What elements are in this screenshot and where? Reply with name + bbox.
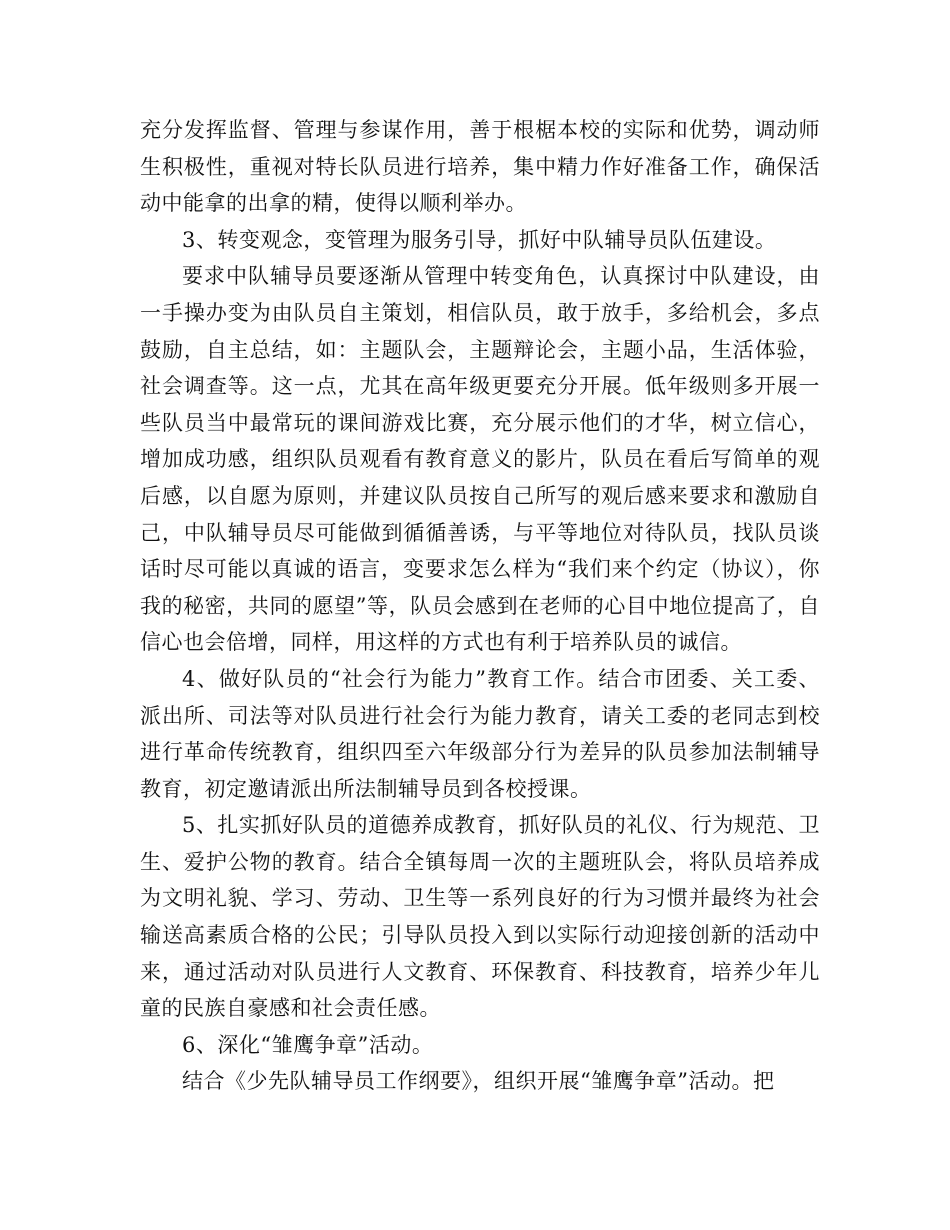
paragraph-5: 5、扎实抓好队员的道德养成教育，抓好队员的礼仪、行为规范、卫生、爱护公物的教育。结合全镇每周一次的主题班队会，将队员培养成为文明礼貌、学习、劳动、卫生等一系列良好的行为习惯并最终为社会输送高素质合格的公民；引导队员投入到以实际行动迎接创新的活动中来，通过活动对队员进行人文教育、环保教育、科技教育，培养少年儿童的民族自豪感和社会责任感。 <box>140 813 820 1021</box>
document-body <box>140 112 820 1100</box>
paragraph-2-heading: 3、转变观念，变管理为服务引导，抓好中队辅导员队伍建设。 <box>182 227 777 252</box>
paragraph-1: 充分发挥监督、管理与参谋作用，善于根椐本校的实际和优势，调动师生积极性，重视对特长队员进行培养，集中精力作好准备工作，确保活动中能拿的出拿的精，使得以顺利举办。 <box>140 118 820 216</box>
paragraph-3: 要求中队辅导员要逐渐从管理中转变角色，认真探讨中队建设，由一手操办变为由队员自主策划，相信队员，敢于放手，多给机会，多点鼓励，自主总结，如：主题队会，主题辩论会，主题小品，生活体验，社会调查等。这一点，尤其在高年级更要充分开展。低年级则多开展一些队员当中最常玩的课间游戏比赛，充分展示他们的才华，树立信心，增加成功感，组织队员观看有教育意义的影片，队员在看后写简单的观后感，以自愿为原则，并建议队员按自己所写的观后感来要求和激励自己，中队辅导员尽可能做到循循善诱，与平等地位对待队员，找队员谈话时尽可能以真诚的语言，变要求怎么样为“我们来个约定（协议），你我的秘密，共同的愿望”等，队员会感到在老师的心目中地位提高了，自信心也会倍增，同样，用这样的方式也有利于培养队员的诚信。 <box>140 264 820 655</box>
paragraph-7: 结合《少先队辅导员工作纲要》，组织开展“雏鹰争章”活动。把 <box>182 1069 775 1094</box>
paragraph-4: 4、做好队员的“社会行为能力”教育工作。结合市团委、关工委、派出所、司法等对队员进行社会行为能力教育，请关工委的老同志到校进行革命传统教育，组织四至六年级部分行为差异的队员参加法制辅导教育，初定邀请派出所法制辅导员到各校授课。 <box>140 666 820 801</box>
paragraph-6-heading: 6、深化“雏鹰争章”活动。 <box>182 1032 434 1057</box>
